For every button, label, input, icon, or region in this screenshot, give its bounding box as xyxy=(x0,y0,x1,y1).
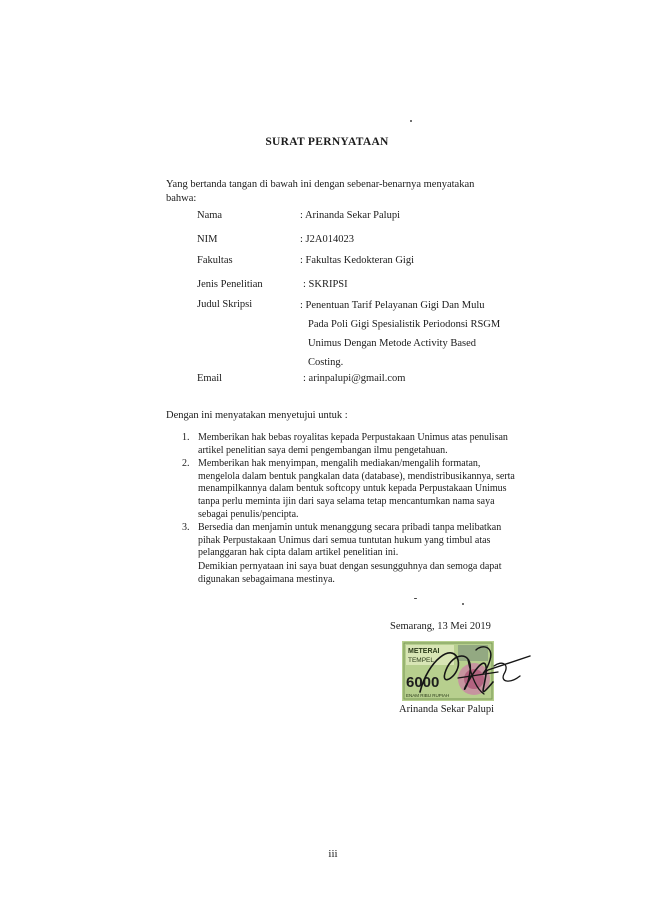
closing-text: Demikian pernyataan ini saya buat dengan sesungguhnya dan semoga dapat digunakan sebagaimana mestinya. xyxy=(198,560,502,585)
field-value: : SKRIPSI xyxy=(303,279,348,290)
consent-list xyxy=(182,432,522,586)
thesis-title-line: Unimus Dengan Metode Activity Based xyxy=(308,338,476,349)
field-value: : Fakultas Kedokteran Gigi xyxy=(300,255,415,266)
stamp-line2: TEMPEL xyxy=(408,657,435,664)
field-label: Nama xyxy=(197,210,223,221)
field-label: NIM xyxy=(197,234,218,245)
city-date: Semarang, 13 Mei 2019 xyxy=(390,621,491,632)
field-label: Fakultas xyxy=(197,255,233,266)
consent-heading: Dengan ini menyatakan menyetujui untuk : xyxy=(166,410,348,421)
intro-text: Yang bertanda tangan di bawah ini dengan sebenar-benarnya menyatakan bahwa: xyxy=(166,179,475,204)
stamp-line1: METERAI xyxy=(408,648,440,655)
thesis-title-line: Costing. xyxy=(308,357,344,368)
field-label: Judul Skripsi xyxy=(197,299,253,310)
scan-speck xyxy=(462,603,464,605)
list-item xyxy=(182,458,522,521)
list-item xyxy=(182,522,522,560)
field-value: : arinpalupi@gmail.com xyxy=(303,373,406,384)
list-text: Bersedia dan menjamin untuk menanggung secara pribadi tanpa melibatkan pihak Perpustakaan Unimus dari semua tuntutan hukum yang timbul atas pelanggaran hak cipta dalam artikel penelitian ini. xyxy=(198,522,502,559)
stamp-amount: 6000 xyxy=(406,674,440,691)
list-number: 3. xyxy=(182,522,190,534)
field-label: Jenis Penelitian xyxy=(197,279,263,290)
list-item xyxy=(182,432,522,457)
list-text: Memberikan hak bebas royalitas kepada Perpustakaan Unimus atas penulisan artikel penelitian saya demi pengembangan ilmu pengetahuan. xyxy=(198,432,508,456)
list-number: 2. xyxy=(182,458,190,470)
thesis-title-line: : Penentuan Tarif Pelayanan Gigi Dan Mulu xyxy=(300,300,485,311)
list-text: Memberikan hak menyimpan, mengalih mediakan/mengalih formatan, mengelola dalam bentuk pangkalan data (database), mendistribusikannya, serta menampilkannya dalam bentuk softcopy untuk kepada Perpustakaan Unimus tanpa perlu meminta ijin dari saya selama tetap mencantumkan nama saya sebagai penulis/pencipta. xyxy=(198,458,515,520)
scan-speck xyxy=(410,120,412,122)
stamp-footer: ENAM RIBU RUPIAH xyxy=(406,693,450,698)
field-value: : Arinanda Sekar Palupi xyxy=(300,210,401,221)
scan-speck xyxy=(414,598,417,599)
field-value: : J2A014023 xyxy=(300,234,354,245)
thesis-title-line: Pada Poli Gigi Spesialistik Periodonsi RSGM xyxy=(308,319,501,330)
field-value xyxy=(300,296,500,372)
list-number: 1. xyxy=(182,432,190,443)
page-number: iii xyxy=(328,848,338,860)
document-title: SURAT PERNYATAAN xyxy=(265,136,389,148)
field-label: Email xyxy=(197,373,223,384)
signer-name: Arinanda Sekar Palupi xyxy=(399,704,495,715)
signature-image xyxy=(398,630,538,710)
